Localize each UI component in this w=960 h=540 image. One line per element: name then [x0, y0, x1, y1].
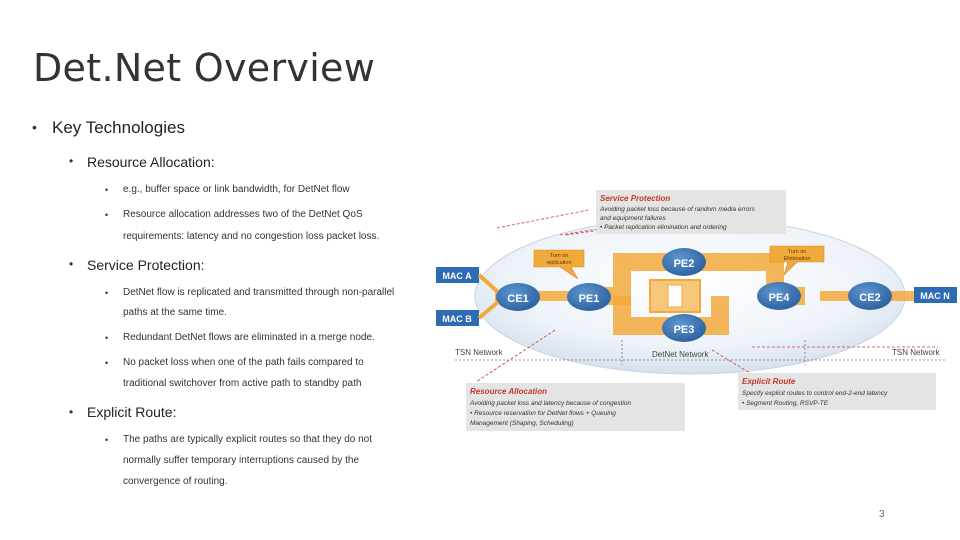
sp-item-3-cont: traditional switchover from active path to standby path [123, 378, 362, 389]
sp-item-1: DetNet flow is replicated and transmitted through non-parallel [123, 287, 395, 298]
bullet-icon: • [69, 405, 74, 419]
sp-item-3: No packet loss when one of the path fails compared to [123, 357, 364, 368]
svg-text:Resource Allocation: Resource Allocation [470, 387, 548, 396]
pe1-label: PE1 [578, 293, 600, 305]
svg-text:replication: replication [546, 260, 572, 266]
bullet-icon: • [69, 154, 74, 168]
svg-text:• Resource reservation for De: • Resource reservation for DetNet flows + Queuing [470, 410, 616, 417]
svg-text:• Packet replication eliminat: • Packet replication elimination and ordering [600, 224, 727, 231]
svg-text:Management (Shaping, Schedulin: Management (Shaping, Scheduling) [470, 420, 574, 427]
detnet-network-label: DetNet Network [652, 350, 709, 359]
bullet-icon: • [69, 257, 74, 271]
svg-text:Turn on: Turn on [787, 249, 807, 255]
ra-item-2: Resource allocation addresses two of the DetNet QoS [123, 209, 363, 220]
svg-text:MAC N: MAC N [920, 291, 950, 301]
ra-item-2-cont: requirements: latency and no congestion loss packet loss. [123, 231, 380, 242]
svg-text:and equipment failures: and equipment failures [600, 215, 666, 222]
node-pe2 [662, 248, 706, 276]
node-ce2 [848, 282, 892, 310]
mac-a-box [436, 267, 479, 283]
svg-text:MAC A: MAC A [442, 271, 472, 281]
pe4-label: PE4 [768, 292, 790, 304]
sp-item-1-cont: paths at the same time. [123, 307, 227, 318]
bullet-icon: • [105, 288, 109, 298]
explicit-route-heading: Explicit Route: [87, 404, 177, 420]
er-item-1: The paths are typically explicit routes so that they do not [123, 434, 373, 445]
sp-item-2: Redundant DetNet flows are eliminated in a merge node. [123, 332, 375, 343]
tsn-network-right-label: TSN Network [892, 348, 940, 357]
resource-allocation-heading: Resource Allocation: [87, 154, 215, 170]
svg-text:Service Protection: Service Protection [600, 194, 671, 203]
resource-allocation-box [466, 383, 685, 431]
svg-text:• Segment Routing, RSVP-TE: • Segment Routing, RSVP-TE [742, 400, 829, 407]
node-ce1 [496, 283, 540, 311]
service-protection-heading: Service Protection: [87, 257, 205, 273]
node-pe3 [662, 314, 706, 342]
bullet-icon: • [105, 435, 109, 445]
bullet-icon: • [105, 358, 109, 368]
bullet-icon: • [32, 119, 37, 135]
ce1-label: CE1 [507, 293, 529, 305]
svg-text:Avoiding packet loss because o: Avoiding packet loss because of random media errors [600, 206, 755, 213]
pe2-label: PE2 [673, 258, 695, 270]
key-technologies-heading: Key Technologies [52, 118, 185, 137]
pe3-label: PE3 [673, 324, 695, 336]
bullet-icon: • [105, 210, 109, 220]
ce2-label: CE2 [859, 292, 881, 304]
svg-text:MAC B: MAC B [442, 314, 472, 324]
node-pe1 [567, 283, 611, 311]
node-pe4 [757, 282, 801, 310]
tsn-network-left-label: TSN Network [455, 348, 503, 357]
svg-text:Elimination: Elimination [783, 256, 811, 262]
bullet-icon: • [105, 185, 109, 195]
slide-title: Det.Net Overview [33, 46, 376, 90]
er-item-1-cont2: convergence of routing. [123, 476, 228, 487]
svg-text:Turn on: Turn on [549, 253, 569, 259]
er-item-1-cont: normally suffer temporary interruptions caused by the [123, 455, 360, 466]
svg-text:Explicit Route: Explicit Route [742, 377, 796, 386]
explicit-route-box [738, 373, 936, 410]
bullet-icon: • [105, 333, 109, 343]
svg-text:Avoiding packet loss and laten: Avoiding packet loss and latency because of congestion [470, 400, 632, 407]
mac-n-box [914, 287, 957, 303]
service-protection-box [596, 190, 786, 234]
ra-item-1: e.g., buffer space or link bandwidth, for DetNet flow [123, 184, 350, 195]
mac-b-box [436, 310, 479, 326]
page-number: 3 [879, 509, 885, 520]
svg-text:Specify explicit routes to con: Specify explicit routes to control end-2-end latency [742, 390, 888, 397]
